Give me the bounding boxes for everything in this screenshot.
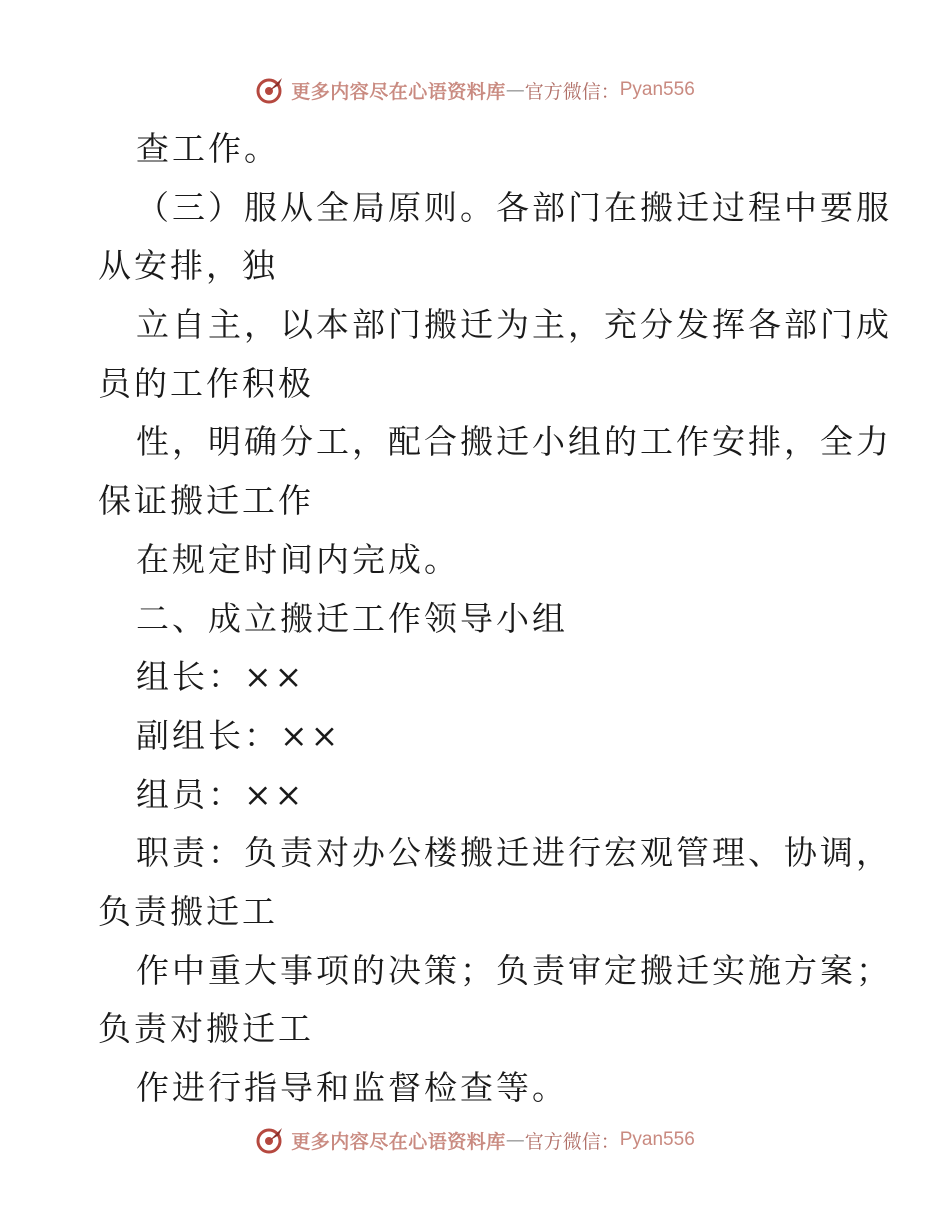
watermark-dash: — — [505, 79, 525, 101]
text-line: （三）服从全局原则。各部门在搬迁过程中要服 — [136, 187, 892, 227]
text-line: 负责搬迁工 — [98, 891, 278, 931]
text-line: 组长：×× — [136, 657, 306, 697]
text-line: 在规定时间内完成。 — [136, 539, 460, 579]
text-line: 负责对搬迁工 — [98, 1009, 314, 1049]
text-line: 作进行指导和监督检查等。 — [136, 1068, 568, 1107]
watermark-wechat-id: Pyan556 — [619, 79, 695, 100]
text-line: 性，明确分工，配合搬迁小组的工作安排，全力 — [136, 422, 892, 462]
text-line: 组员：×× — [136, 774, 306, 814]
watermark-wechat-id: Pyan556 — [619, 1129, 695, 1150]
quill-logo-icon — [255, 1125, 285, 1155]
document-body — [98, 120, 892, 1118]
text-line: 从安排，独 — [98, 246, 278, 286]
page-header-watermark — [0, 70, 950, 110]
watermark-wechat-label: 官方微信： — [524, 1130, 620, 1153]
text-line: 职责：负责对办公楼搬迁进行宏观管理、协调， — [136, 833, 892, 873]
watermark-dash: — — [505, 1129, 525, 1151]
page-footer-watermark — [0, 1120, 950, 1160]
section-heading: 二、成立搬迁工作领导小组 — [136, 598, 568, 638]
text-line: 查工作。 — [136, 129, 280, 168]
watermark-text: 更多内容尽在心语资料库 — [291, 1130, 506, 1153]
watermark-wechat-label: 官方微信： — [524, 80, 620, 103]
text-line: 立自主，以本部门搬迁为主，充分发挥各部门成 — [136, 305, 892, 345]
text-line: 员的工作积极 — [98, 363, 314, 403]
quill-logo-icon — [255, 75, 285, 105]
watermark-text: 更多内容尽在心语资料库 — [291, 80, 506, 103]
text-line: 保证搬迁工作 — [98, 481, 314, 521]
text-line: 作中重大事项的决策；负责审定搬迁实施方案； — [136, 950, 892, 990]
text-line: 副组长：×× — [136, 715, 342, 755]
